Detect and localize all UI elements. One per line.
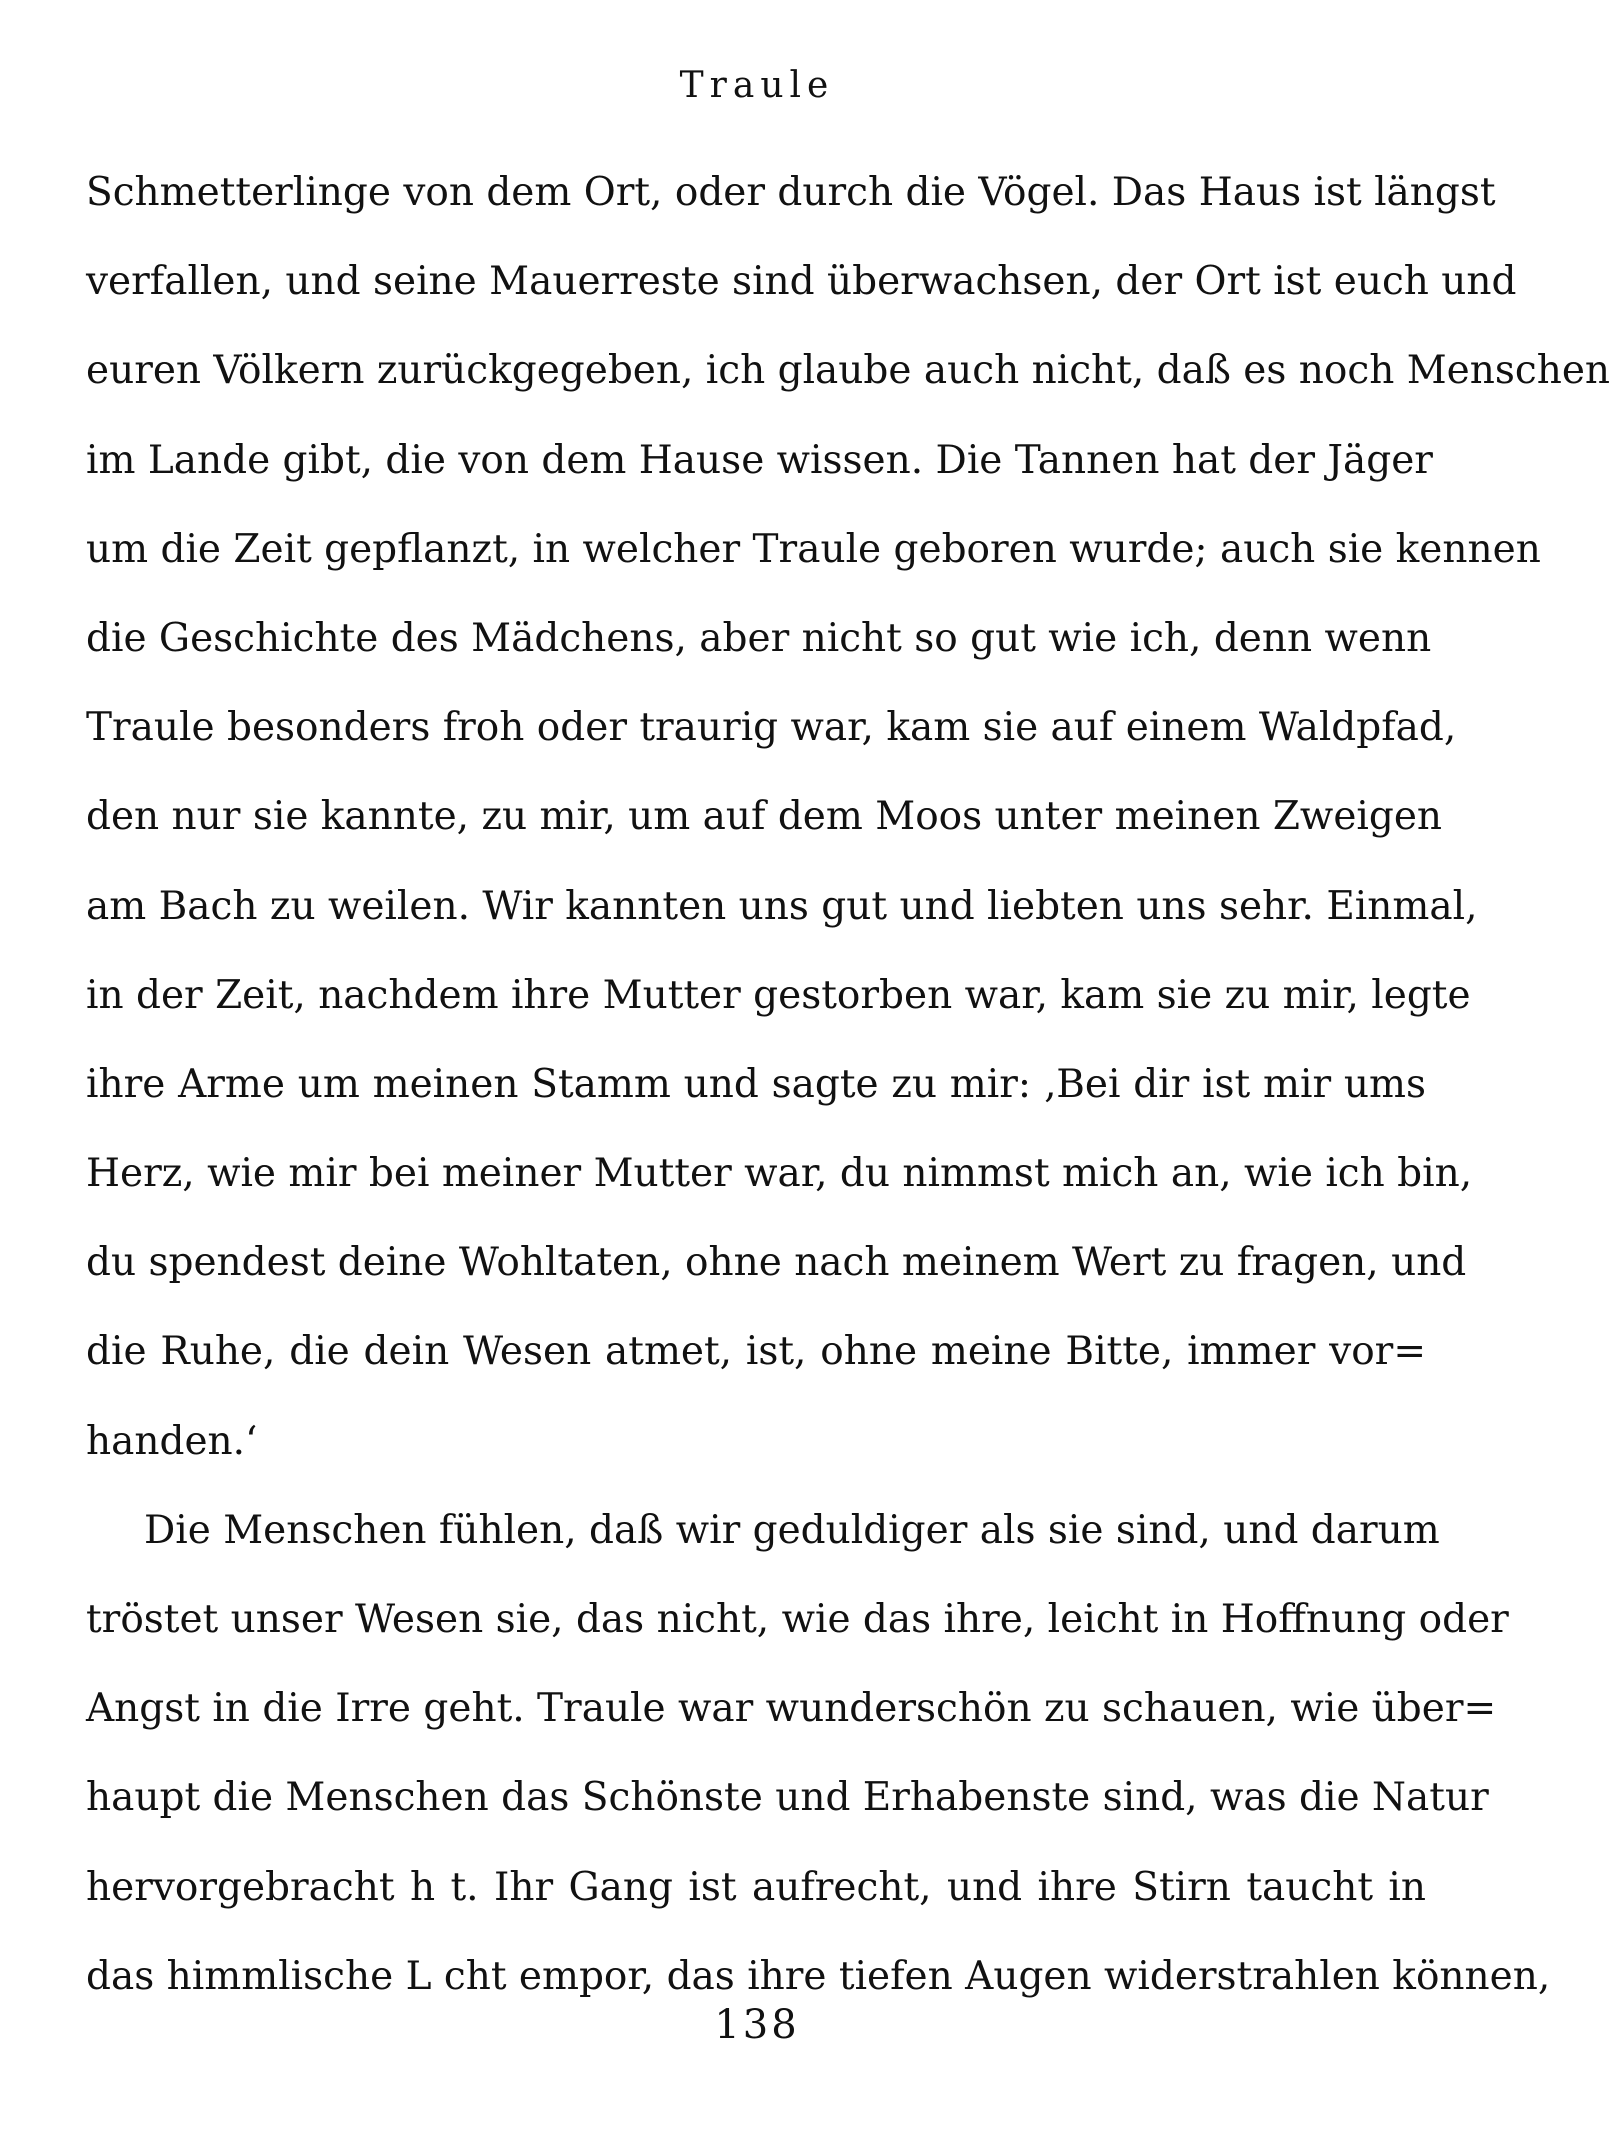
text-line: Angst in die Irre geht. Traule war wunderschön zu schauen, wie über=: [86, 1686, 1497, 1732]
text-line: Traule besonders froh oder traurig war, kam sie auf einem Waldpfad,: [86, 705, 1457, 751]
text-line: im Lande gibt, die von dem Hause wissen. Die Tannen hat der Jäger: [86, 437, 1433, 483]
text-line: die Geschichte des Mädchens, aber nicht so gut wie ich, denn wenn: [86, 615, 1432, 661]
text-line: um die Zeit gepflanzt, in welcher Traule geboren wurde; auch sie kennen: [86, 526, 1541, 572]
text-line: Herz, wie mir bei meiner Mutter war, du nimmst mich an, wie ich bin,: [86, 1151, 1473, 1197]
text-line: hervorgebracht h t. Ihr Gang ist aufrecht, und ihre Stirn taucht in: [86, 1864, 1426, 1910]
text-line: tröstet unser Wesen sie, das nicht, wie das ihre, leicht in Hoffnung oder: [86, 1597, 1509, 1642]
body-text: [86, 148, 1610, 2021]
text-line: das himmlische L cht empor, das ihre tiefen Augen widerstrahlen können,: [86, 1953, 1551, 1999]
page-number: 138: [714, 2002, 800, 2048]
text-line: am Bach zu weilen. Wir kannten uns gut und liebten uns sehr. Einmal,: [86, 883, 1478, 929]
text-line: Schmetterlinge von dem Ort, oder durch die Vögel. Das Haus ist längst: [86, 170, 1496, 215]
text-line: du spendest deine Wohltaten, ohne nach meinem Wert zu fragen, und: [86, 1240, 1467, 1286]
running-head: Traule: [679, 65, 835, 106]
text-line: verfallen, und seine Mauerreste sind überwachsen, der Ort ist euch und: [86, 259, 1517, 305]
text-line: die Ruhe, die dein Wesen atmet, ist, ohne meine Bitte, immer vor=: [86, 1329, 1426, 1375]
text-line-paragraph-start: Die Menschen fühlen, daß wir geduldiger als sie sind, und darum: [144, 1507, 1440, 1553]
text-line: euren Völkern zurückgegeben, ich glaube auch nicht, daß es noch Menschen: [86, 348, 1610, 394]
text-line: ihre Arme um meinen Stamm und sagte zu mir: ‚Bei dir ist mir ums: [86, 1061, 1426, 1107]
text-line: haupt die Menschen das Schönste und Erhabenste sind, was die Natur: [86, 1775, 1489, 1821]
text-line: den nur sie kannte, zu mir, um auf dem Moos unter meinen Zweigen: [86, 794, 1443, 840]
text-line: in der Zeit, nachdem ihre Mutter gestorben war, kam sie zu mir, legte: [86, 972, 1471, 1018]
text-line-paragraph-end: handen.‘: [86, 1418, 258, 1464]
